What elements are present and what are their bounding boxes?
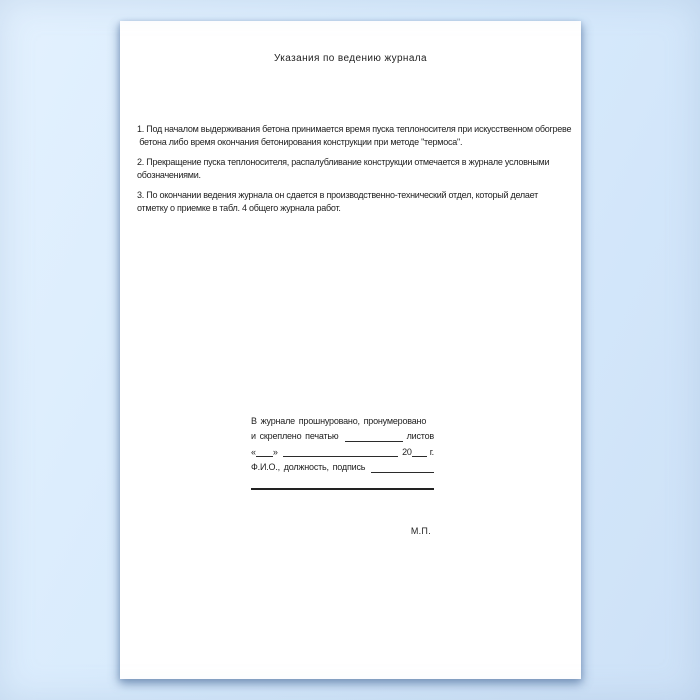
paragraph-2-line-2: обозначениями. — [137, 170, 201, 180]
date-line — [251, 445, 434, 460]
year-prefix: 20 — [402, 446, 412, 457]
day-blank-line — [256, 456, 273, 457]
sheets-count-blank-line — [345, 441, 402, 442]
sheets-label-after: листов — [406, 431, 434, 442]
paragraph-1-line-1: 1. Под началом выдерживания бетона принимается время пуска теплоносителя при искусственном обогреве — [137, 124, 572, 134]
signature-blank-line — [371, 472, 434, 473]
year-blank-line — [412, 456, 427, 457]
paragraph-3-line-2: отметку о приемке в табл. 4 общего журнала работ. — [137, 203, 341, 213]
binding-line-1: В журнале прошнуровано, пронумеровано — [251, 416, 427, 426]
binding-line-2 — [251, 429, 434, 444]
paragraph-2-line-1: 2. Прекращение пуска теплоносителя, распалубливание конструкции отмечается в журнале условными — [137, 157, 550, 167]
fio-position-signature-label: Ф.И.О., должность, подпись — [251, 462, 366, 473]
seal-place-mark: М.П. — [410, 525, 431, 536]
document-page — [120, 21, 581, 679]
instruction-paragraph-1 — [137, 123, 572, 149]
instruction-paragraph-2 — [137, 156, 561, 182]
binding-certification-block — [251, 414, 434, 538]
open-quote: « — [251, 446, 256, 457]
month-blank-line — [283, 456, 398, 457]
paragraph-1-line-2: бетона либо время окончания бетонирования конструкции при методе "термоса". — [137, 137, 463, 147]
close-quote: » — [272, 446, 278, 457]
document-title: Указания по ведению журнала — [273, 53, 427, 64]
year-suffix: г. — [429, 446, 434, 457]
signature-rule-line — [251, 488, 434, 490]
sheets-label-before: и скреплено печатью — [251, 431, 339, 442]
instruction-paragraph-3 — [137, 189, 561, 215]
instructions-section — [137, 123, 572, 222]
paragraph-3-line-1: 3. По окончании ведения журнала он сдается в производственно-технический отдел, который делает — [137, 190, 539, 200]
signature-line-label-row — [251, 460, 434, 475]
